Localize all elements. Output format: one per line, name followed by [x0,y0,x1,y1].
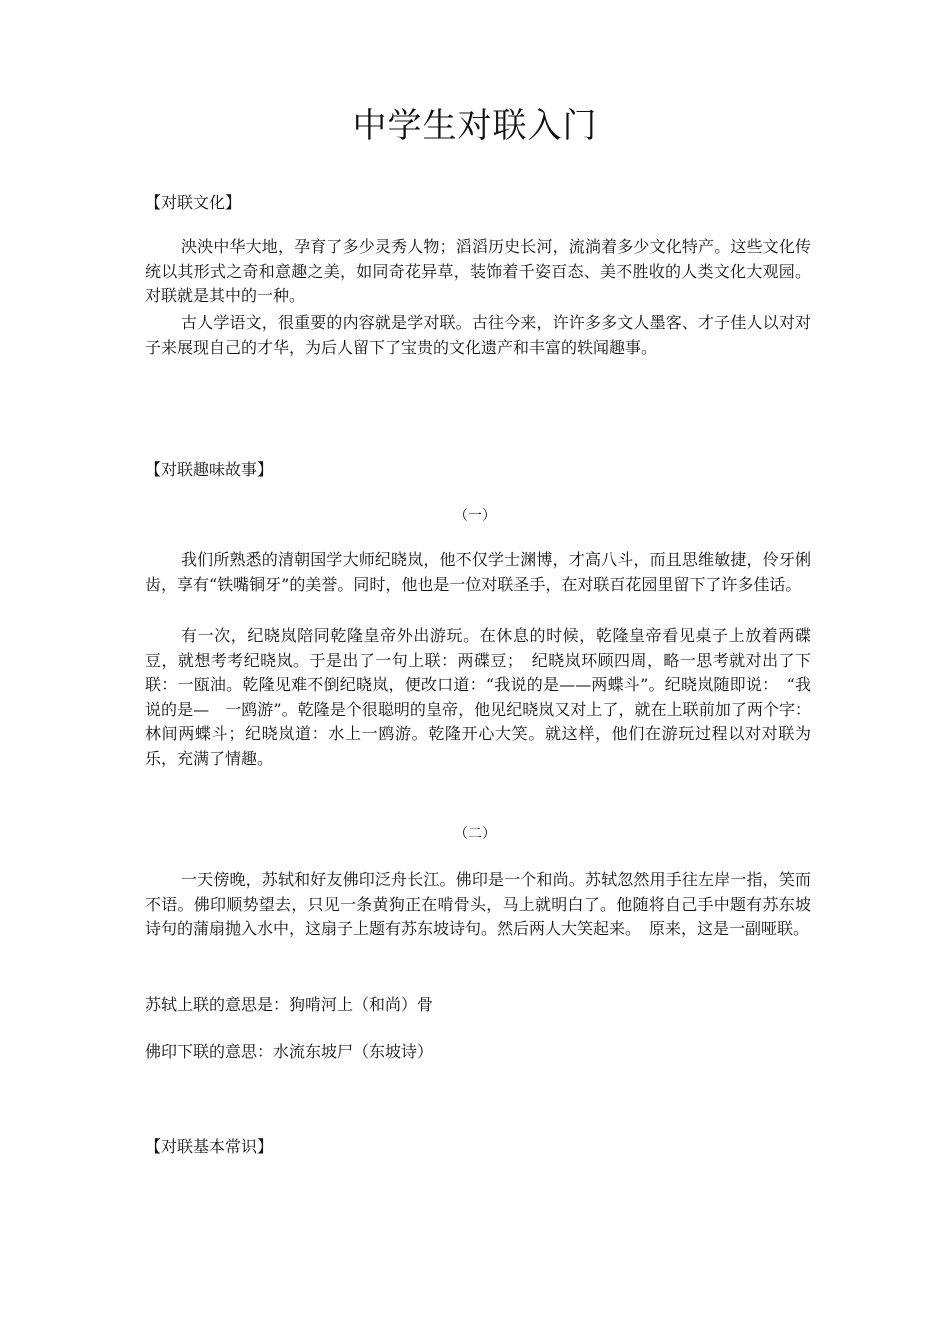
paragraph: 泱泱中华大地，孕育了多少灵秀人物；滔滔历史长河，流淌着多少文化特产。这些文化传统以其形式之奇和意趣之美，如同奇花异草，装饰着千姿百态、美不胜收的人类文化大观园。对联就是其中的一种。 [145,237,811,305]
story-label-1: （一） [454,508,496,524]
section-heading-basics: 【对联基本常识】 [145,1137,274,1156]
section-heading-stories: 【对联趣味故事】 [145,460,274,479]
paragraph: 我们所熟悉的清朝国学大师纪晓岚，他不仅学士渊博，才高八斗，而且思维敏捷，伶牙俐齿，享有“铁嘴铜牙”的美誉。同时，他也是一位对联圣手，在对联百花园里留下了许多佳话。 [145,550,811,594]
paragraph: 有一次，纪晓岚陪同乾隆皇帝外出游玩。在休息的时候，乾隆皇帝看见桌子上放着两碟豆，就想考考纪晓岚。于是出了一句上联：两碟豆； 纪晓岚环顾四周，略一思考就对出了下联：一瓯油。乾隆见难不倒纪晓岚，便改口道：“我说的是——两蝶斗”。纪晓岚随即说： “我说的是— 一鸥游”。乾隆是个很聪明的皇帝，他见纪晓岚又对上了，就在上联前加了两个字：林间两蝶斗；纪晓岚道：水上一鸥游。乾隆开心大笑。就这样，他们在游玩过程以对对联为乐，充满了情趣。 [145,626,811,768]
page-title: 中学生对联入门 [352,106,598,146]
section-heading-culture: 【对联文化】 [145,193,242,212]
story-label-2: （二） [454,826,496,842]
couplet-line-upper: 苏轼上联的意思是：狗啃河上（和尚）骨 [145,995,434,1014]
couplet-line-lower: 佛印下联的意思：水流东坡尸（东坡诗） [145,1042,434,1061]
paragraph: 一天傍晚，苏轼和好友佛印泛舟长江。佛印是一个和尚。苏轼忽然用手往左岸一指，笑而不语。佛印顺势望去，只见一条黄狗正在啃骨头，马上就明白了。他随将自己手中题有苏东坡诗句的蒲扇抛入水中，这扇子上题有苏东坡诗句。然后两人大笑起来。 原来，这是一副哑联。 [145,870,811,938]
paragraph: 古人学语文，很重要的内容就是学对联。古往今来，许许多多文人墨客、才子佳人以对对子来展现自己的才华，为后人留下了宝贵的文化遗产和丰富的轶闻趣事。 [145,313,811,357]
